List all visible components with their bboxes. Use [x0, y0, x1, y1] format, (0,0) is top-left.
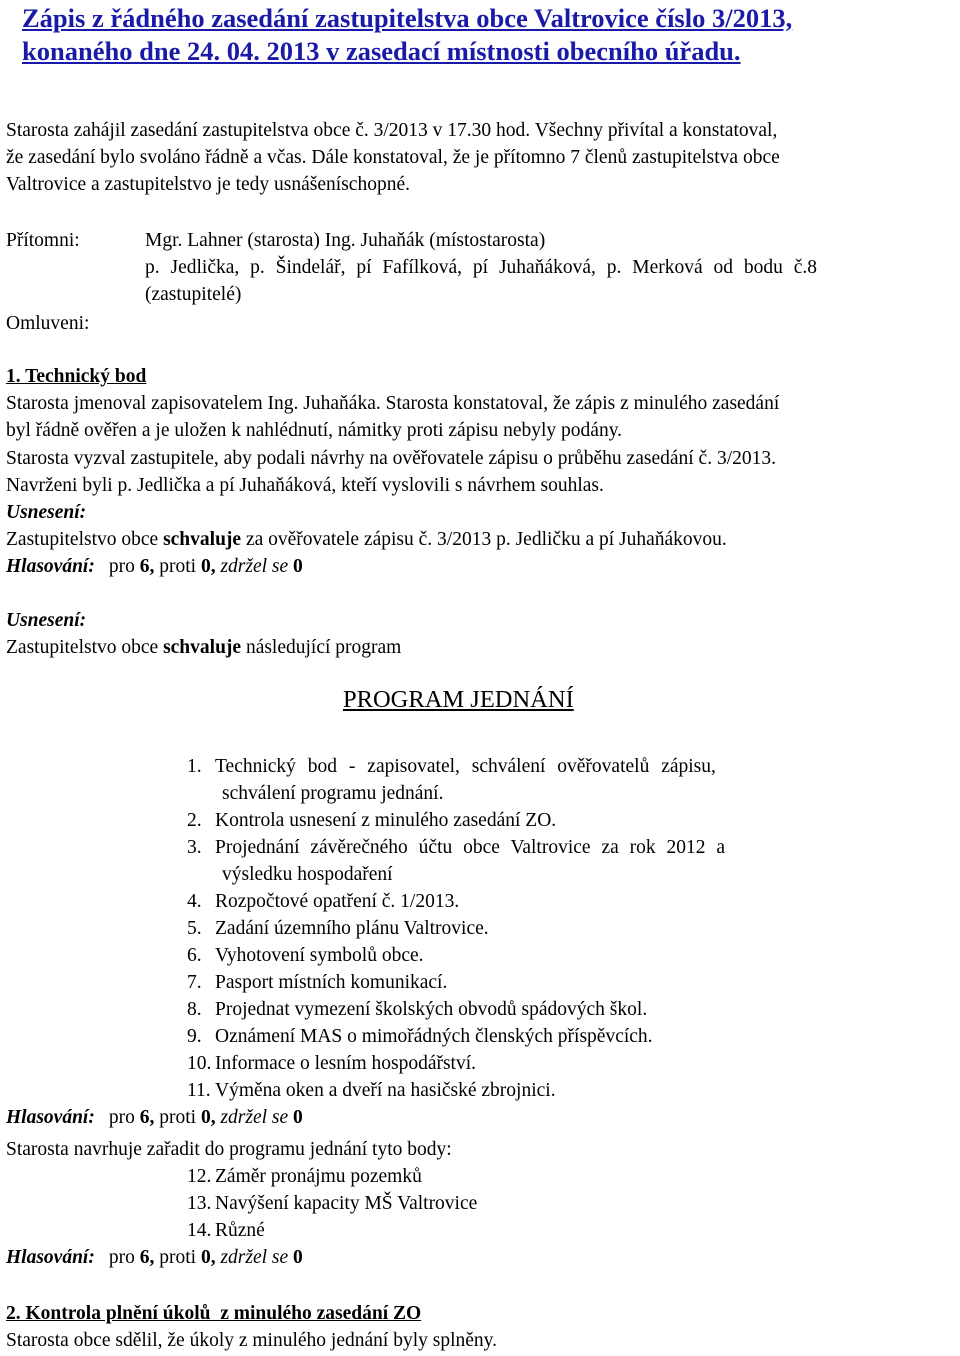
- program-resolution-label: Usnesení:: [6, 610, 87, 631]
- section-2-line-1: Starosta obce sdělil, že úkoly z minulého jednání byly splněny.: [6, 1330, 498, 1351]
- program-item: 14. Různé: [187, 1220, 265, 1241]
- vote-line-1: Hlasování: pro 6, proti 0, zdržel se 0: [6, 556, 303, 577]
- section-1-line-3: Starosta vyzval zastupitele, aby podali návrhy na ověřovatele zápisu o průběhu zasedání č. 3/2013.: [6, 448, 776, 469]
- program-item: 11. Výměna oken a dveří na hasičské zbrojnici.: [187, 1080, 556, 1101]
- program-item-cont: schválení programu jednání.: [222, 783, 444, 804]
- program-item: 5. Zadání územního plánu Valtrovice.: [187, 918, 489, 939]
- program-item: 9. Oznámení MAS o mimořádných členských příspěvcích.: [187, 1026, 653, 1047]
- section-1-line-4: Navrženi byli p. Jedlička a pí Juhaňáková, kteří vyslovili s návrhem souhlas.: [6, 475, 604, 496]
- section-1-line-1: Starosta jmenoval zapisovatelem Ing. Juhaňáka. Starosta konstatoval, že zápis z minulého zasedání: [6, 393, 780, 414]
- intro-line-2: že zasedání bylo svoláno řádně a včas. Dále konstatoval, že je přítomno 7 členů zastupitelstva obce: [6, 147, 780, 168]
- section-1-line-2: byl řádně ověřen a je uložen k nahlédnutí, námitky proti zápisu nebyly podány.: [6, 420, 623, 441]
- program-item: 1. Technický bod - zapisovatel, schválení ověřovatelů zápisu,: [187, 756, 716, 777]
- program-item: 6. Vyhotovení symbolů obce.: [187, 945, 424, 966]
- present-label: Přítomni:: [6, 230, 80, 251]
- vote-line-3: Hlasování: pro 6, proti 0, zdržel se 0: [6, 1247, 303, 1268]
- present-line-2: p. Jedlička, p. Šindelář, pí Fafílková, pí Juhaňáková, p. Merková od bodu č.8: [145, 257, 818, 278]
- program-item: 7. Pasport místních komunikací.: [187, 972, 448, 993]
- document-title-line-2: konaného dne 24. 04. 2013 v zasedací místnosti obecního úřadu.: [22, 36, 741, 66]
- program-item: 3. Projednání závěrečného účtu obce Valtrovice za rok 2012 a: [187, 837, 726, 858]
- section-1-resolution-label: Usnesení:: [6, 502, 87, 523]
- program-heading: PROGRAM JEDNÁNÍ: [343, 686, 574, 713]
- program-item: 12. Záměr pronájmu pozemků: [187, 1166, 422, 1187]
- section-1-heading: 1. Technický bod: [6, 366, 147, 387]
- additional-intro: Starosta navrhuje zařadit do programu jednání tyto body:: [6, 1139, 452, 1160]
- intro-line-3: Valtrovice a zastupitelstvo je tedy usnášeníschopné.: [6, 174, 410, 195]
- present-line-1: Mgr. Lahner (starosta) Ing. Juhaňák (místostarosta): [145, 230, 546, 251]
- program-item: 4. Rozpočtové opatření č. 1/2013.: [187, 891, 460, 912]
- program-item-cont: výsledku hospodaření: [222, 864, 393, 885]
- section-2-heading: 2. Kontrola plnění úkolů z minulého zasedání ZO: [6, 1303, 422, 1324]
- excused-label: Omluveni:: [6, 313, 90, 334]
- program-item: 10. Informace o lesním hospodářství.: [187, 1053, 477, 1074]
- program-item: 2. Kontrola usnesení z minulého zasedání ZO.: [187, 810, 557, 831]
- program-item: 13. Navýšení kapacity MŠ Valtrovice: [187, 1193, 478, 1214]
- document-title-line-1: Zápis z řádného zasedání zastupitelstva obce Valtrovice číslo 3/2013,: [22, 3, 793, 33]
- program-resolution-text: Zastupitelstvo obce schvaluje následující program: [6, 637, 402, 658]
- present-line-3: (zastupitelé): [145, 284, 242, 305]
- intro-line-1: Starosta zahájil zasedání zastupitelstva obce č. 3/2013 v 17.30 hod. Všechny přivítal a konstatoval,: [6, 120, 778, 141]
- program-item: 8. Projednat vymezení školských obvodů spádových škol.: [187, 999, 648, 1020]
- vote-line-2: Hlasování: pro 6, proti 0, zdržel se 0: [6, 1107, 303, 1128]
- section-1-resolution-text: Zastupitelstvo obce schvaluje za ověřovatele zápisu č. 3/2013 p. Jedličku a pí Juhaňákovou.: [6, 529, 727, 550]
